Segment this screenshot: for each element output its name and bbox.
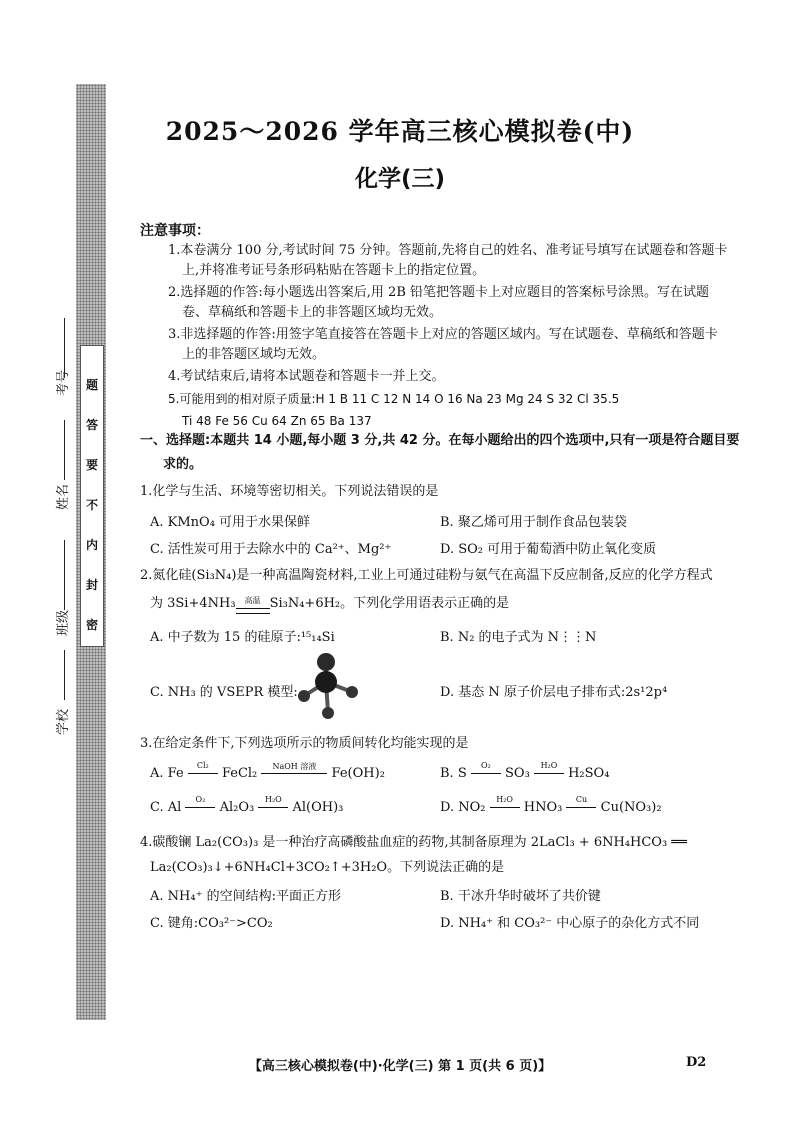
arrow-right-icon	[188, 761, 218, 774]
condition: O₂	[480, 761, 491, 770]
question-stem: La₂(CO₃)₃↓+6NH₄Cl+3CO₂↑+3H₂O。下列说法正确的是	[150, 860, 505, 875]
question-stem: 3.在给定条件下,下列选项所示的物质间转化均能实现的是	[140, 736, 469, 751]
species: C. Al	[150, 800, 182, 815]
notice-line: 上,并将准考证号条形码粘贴在答题卡上的指定位置。	[182, 263, 486, 278]
arrow-right-icon	[261, 762, 327, 774]
school-line	[64, 650, 65, 700]
school-label: 学校	[56, 708, 71, 735]
notice-line: 4.考试结束后,请将本试题卷和答题卡一并上交。	[168, 369, 445, 384]
question-stem: 1.化学与生活、环境等密切相关。下列说法错误的是	[140, 484, 439, 499]
seal-line-box	[80, 345, 104, 647]
seal-char: 答	[85, 418, 98, 432]
seal-char: 密	[85, 618, 98, 632]
equation-left: 为 3Si+4NH₃	[150, 596, 236, 611]
arrow-right-icon	[185, 795, 215, 808]
option-b: B. N₂ 的电子式为 N⋮⋮N	[440, 630, 597, 645]
question-stem	[150, 594, 509, 614]
equation-right: Si₃N₄+6H₂。下列化学用语表示正确的是	[269, 596, 510, 611]
condition: H₂O	[496, 795, 513, 804]
species: Cu(NO₃)₂	[600, 800, 662, 815]
species: Al₂O₃	[219, 800, 255, 815]
species: HNO₃	[523, 800, 563, 815]
option-b: B. 干冰升华时破坏了共价键	[440, 889, 601, 904]
arrow-right-icon	[566, 795, 596, 808]
option-b	[440, 761, 610, 781]
section-heading: 一、选择题:本题共 14 小题,每小题 3 分,共 42 分。在每小题给出的四个选项中,只有一项是符合题目要	[140, 433, 740, 448]
notice-line: 1.本卷满分 100 分,考试时间 75 分钟。答题前,先将自己的姓名、准考证号填写在试题卷和答题卡	[168, 243, 728, 258]
option-b: B. 聚乙烯可用于制作食品包装袋	[440, 515, 627, 530]
option-d	[440, 795, 662, 815]
exam-subtitle: 化学(三)	[354, 166, 446, 192]
species: SO₃	[505, 766, 530, 781]
option-d: D. NH₄⁺ 和 CO₃²⁻ 中心原子的杂化方式不同	[440, 916, 700, 931]
option-a: A. NH₄⁺ 的空间结构:平面正方形	[150, 889, 341, 904]
name-label: 姓名	[56, 483, 71, 510]
section-heading: 求的。	[163, 457, 203, 472]
condition: H₂O	[540, 761, 558, 770]
species: A. Fe	[150, 766, 184, 781]
notice-line: 5.可能用到的相对原子质量:H 1 B 11 C 12 N 14 O 16 Na 23 Mg 24 S 32 Cl 35.5	[168, 392, 620, 406]
option-d: D. 基态 N 原子价层电子排布式:2s¹2p⁴	[440, 685, 668, 700]
arrow-right-icon	[534, 761, 564, 774]
condition: H₂O	[264, 795, 282, 804]
species: B. S	[440, 766, 467, 781]
question-stem: 2.氮化硅(Si₃N₄)是一种高温陶瓷材料,工业上可通过硅粉与氨气在高温下反应制备,反应的化学方程式	[140, 568, 713, 583]
arrow-right-icon	[258, 795, 288, 808]
species: FeCl₂	[221, 766, 258, 781]
arrow-right-icon	[471, 761, 501, 774]
question-stem: 4.碳酸镧 La₂(CO₃)₃ 是一种治疗高磷酸盐血症的药物,其制备原理为 2LaCl₃ + 6NH₄HCO₃ ══	[140, 835, 687, 850]
class-line	[64, 540, 65, 610]
exam-no-label: 考号	[56, 369, 71, 396]
notice-line: 上的非答题区域均无效。	[182, 347, 326, 362]
condition: NaOH 溶液	[272, 762, 317, 771]
vsepr-model-image	[290, 652, 370, 724]
notice-line: 3.非选择题的作答:用签字笔直接答在答题卡上对应的答题区域内。写在试题卷、草稿纸和答题卡	[168, 327, 718, 342]
option-a	[150, 761, 385, 781]
option-c: C. 活性炭可用于去除水中的 Ca²⁺、Mg²⁺	[150, 542, 392, 557]
seal-char: 要	[85, 458, 98, 472]
species: Fe(OH)₂	[331, 766, 385, 781]
option-c	[150, 795, 344, 815]
seal-char: 封	[85, 578, 98, 592]
option-c: C. 键角:CO₃²⁻>CO₂	[150, 916, 273, 931]
option-a: A. KMnO₄ 可用于水果保鲜	[150, 515, 311, 530]
name-line	[64, 420, 65, 480]
reaction-condition: 高温	[244, 596, 261, 605]
notice-line: 2.选择题的作答:每小题选出答案后,用 2B 铅笔把答题卡上对应题目的答案标号涂黑。写在试题	[168, 285, 710, 300]
species: Al(OH)₃	[292, 800, 344, 815]
condition: Cu	[575, 795, 588, 804]
condition: Cl₂	[196, 761, 209, 770]
option-a: A. 中子数为 15 的硅原子:¹⁵₁₄Si	[150, 630, 335, 645]
paper-code: D2	[686, 1055, 707, 1070]
notice-heading: 注意事项：	[140, 223, 210, 239]
reaction-arrow	[236, 596, 270, 614]
species: H₂SO₄	[568, 766, 610, 781]
notice-line: Ti 48 Fe 56 Cu 64 Zn 65 Ba 137	[182, 414, 372, 428]
notice-line: 卷、草稿纸和答题卡上的非答题区域均无效。	[182, 305, 443, 320]
seal-char: 内	[85, 538, 98, 552]
exam-title: 2025～2026 学年高三核心模拟卷(中)	[165, 117, 635, 146]
seal-char: 题	[85, 378, 98, 392]
option-d: D. SO₂ 可用于葡萄酒中防止氧化变质	[440, 542, 657, 557]
condition: O₂	[195, 795, 206, 804]
option-c: C. NH₃ 的 VSEPR 模型:	[150, 685, 298, 700]
seal-char: 不	[85, 498, 98, 512]
arrow-right-icon	[490, 795, 520, 808]
species: D. NO₂	[440, 800, 486, 815]
class-label: 班级	[56, 609, 71, 636]
page-footer: 【高三核心模拟卷(中)·化学(三) 第 1 页(共 6 页)】	[248, 1059, 552, 1074]
